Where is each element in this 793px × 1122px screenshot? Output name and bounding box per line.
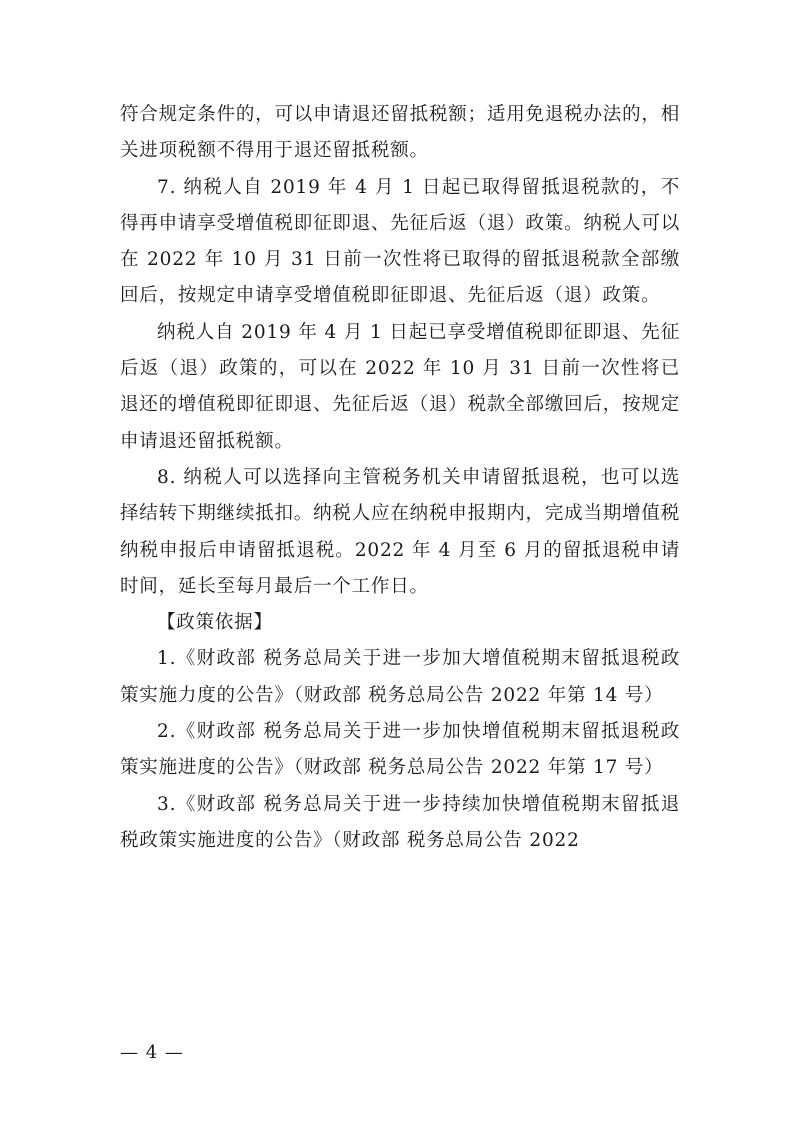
paragraph-continuation: 符合规定条件的，可以申请退还留抵税额；适用免退税办法的，相关进项税额不得用于退还留抵税额。 bbox=[120, 104, 680, 162]
paragraph-item-7: 7. 纳税人自 2019 年 4 月 1 日起已取得留抵退税款的，不得再申请享受增值税即征即退、先征后返（退）政策。纳税人可以在 2022 年 10 月 31 日前一次性将已取得的留抵退税款全部缴回后，按规定申请享受增值税即征即退、先征后返（退）政策。 bbox=[120, 176, 680, 307]
document-body bbox=[120, 97, 680, 859]
reference-item-1: 1.《财政部 税务总局关于进一步加大增值税期末留抵退税政策实施力度的公告》（财政部 税务总局公告 2022 年第 14 号） bbox=[120, 648, 680, 706]
section-heading-policy-basis: 【政策依据】 bbox=[157, 612, 273, 634]
paragraph-item-7-cont: 纳税人自 2019 年 4 月 1 日起已享受增值税即征即退、先征后返（退）政策的，可以在 2022 年 10 月 31 日前一次性将已退还的增值税即征即退、先征后返（退）税款全部缴回后，按规定申请退还留抵税额。 bbox=[120, 321, 680, 452]
reference-item-2: 2.《财政部 税务总局关于进一步加快增值税期末留抵退税政策实施进度的公告》（财政部 税务总局公告 2022 年第 17 号） bbox=[120, 721, 680, 779]
page-number: — 4 — bbox=[120, 1042, 184, 1063]
paragraph-item-8: 8. 纳税人可以选择向主管税务机关申请留抵退税，也可以选择结转下期继续抵扣。纳税人应在纳税申报期内，完成当期增值税纳税申报后申请留抵退税。2022 年 4 月至 6 月的留抵退税申请时间，延长至每月最后一个工作日。 bbox=[120, 466, 680, 597]
reference-item-3: 3.《财政部 税务总局关于进一步持续加快增值税期末留抵退税政策实施进度的公告》（财政部 税务总局公告 2022 bbox=[120, 793, 680, 851]
